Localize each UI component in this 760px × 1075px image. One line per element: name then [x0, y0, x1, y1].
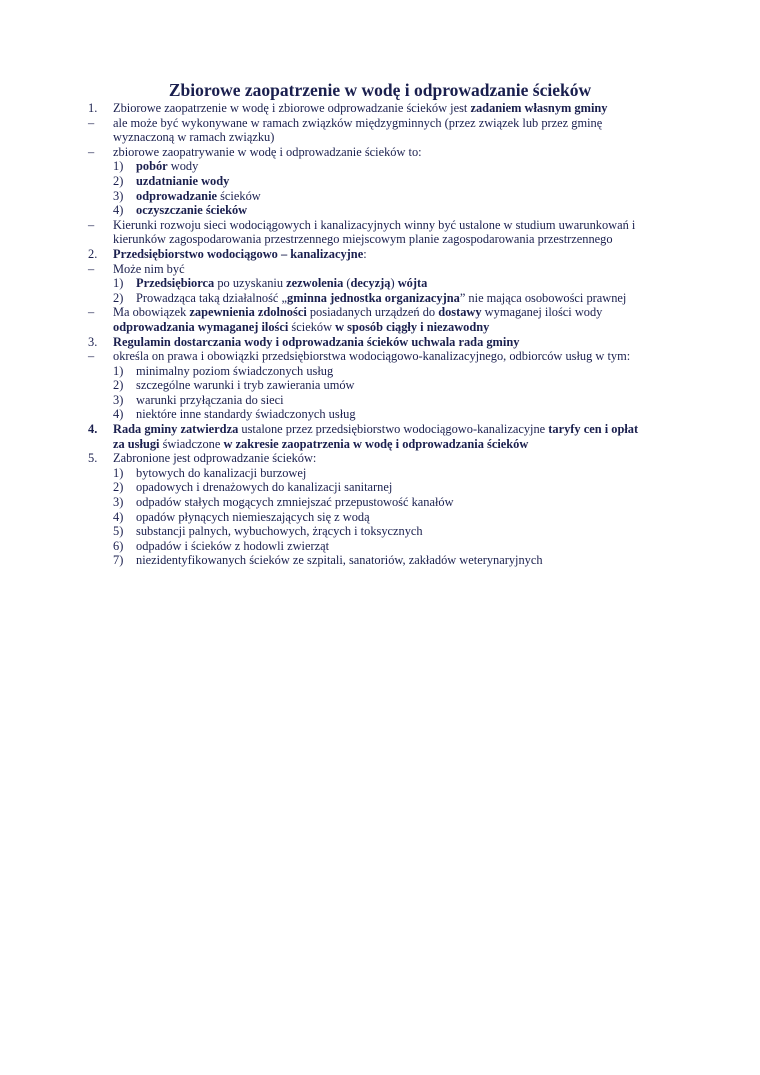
list-marker: 5) [113, 524, 124, 539]
sub-list-item [88, 393, 678, 408]
list-text [136, 466, 306, 480]
sub-list-item [88, 364, 678, 379]
bold-text: gminna jednostka organizacyjna [287, 290, 460, 305]
list-marker: – [88, 115, 95, 130]
list-text [136, 378, 354, 392]
text-run: Ma obowiązek [113, 305, 190, 320]
document-title: Zbiorowe zaopatrzenie w wodę i odprowadzanie ścieków [168, 80, 592, 100]
text-run: wody [167, 159, 199, 174]
text-run: : [363, 246, 367, 261]
list-item [88, 116, 678, 131]
list-marker: 4. [88, 422, 98, 437]
bold-text: oczyszczanie ścieków [136, 203, 248, 218]
list-marker: – [88, 305, 95, 320]
list-marker: – [88, 144, 95, 159]
list-text [113, 218, 635, 232]
list-marker: 5. [88, 451, 98, 466]
text-run: Zabronione jest odprowadzanie ścieków: [113, 451, 317, 466]
text-run: szczególne warunki i tryb zawierania umów [136, 378, 355, 393]
bold-text: taryfy cen i opłat [548, 422, 639, 437]
list-item-continuation [88, 232, 678, 247]
text-run: bytowych do kanalizacji burzowej [136, 465, 307, 480]
list-item [88, 422, 678, 437]
bold-text: Przedsiębiorstwo wodociągowo – kanalizacyjne [113, 246, 364, 261]
bold-text: dostawy [438, 305, 482, 320]
text-run: wymaganej ilości wody [481, 305, 603, 320]
sub-list-item [88, 495, 678, 510]
list-marker: 1) [113, 363, 124, 378]
text-run: określa on prawa i obowiązki przedsiębiorstwa wodociągowo-kanalizacyjnego, odbiorców usług w tym: [113, 349, 631, 364]
list-text [136, 203, 247, 217]
list-marker: 2) [113, 173, 124, 188]
list-text [113, 101, 607, 115]
bold-text: w zakresie zaopatrzenia w wodę i odprowadzania ścieków [223, 436, 529, 451]
list-item [88, 262, 678, 277]
text-run: Kierunki rozwoju sieci wodociągowych i kanalizacyjnych winny być ustalone w studium uwarunkowań i [113, 217, 636, 232]
bold-text: zadaniem własnym gminy [470, 101, 608, 115]
sub-list-item [88, 174, 678, 189]
list-marker: 1) [113, 465, 124, 480]
text-run: ) [390, 276, 398, 291]
list-marker: – [88, 261, 95, 276]
list-marker: 2) [113, 378, 124, 393]
list-text [136, 510, 370, 524]
text-run: odpadów i ścieków z hodowli zwierząt [136, 538, 330, 553]
text-run: niezidentyfikowanych ścieków ze szpitali, sanatoriów, zakładów weterynaryjnych [136, 553, 543, 568]
sub-list-item [88, 466, 678, 481]
list-item [88, 145, 678, 160]
list-text [113, 116, 602, 130]
text-run: ” nie mająca osobowości prawnej [459, 290, 627, 305]
bold-text: zapewnienia zdolności [189, 305, 307, 320]
text-run: ścieków [288, 319, 336, 334]
text-run: świadczone [159, 436, 224, 451]
sub-list-item [88, 378, 678, 393]
text-run: zbiorowe zaopatrywanie w wodę i odprowadzanie ścieków to: [113, 144, 422, 159]
list-text [113, 335, 519, 349]
list-text [136, 364, 333, 378]
document-body [88, 101, 678, 568]
sub-list-item [88, 203, 678, 218]
list-text [136, 407, 356, 421]
text-run: Może nim być [113, 261, 185, 276]
bold-text: wójta [397, 276, 428, 291]
list-marker: 4) [113, 407, 124, 422]
list-marker: 3. [88, 334, 98, 349]
text-run: ( [343, 276, 351, 291]
text-run: opadów płynących niemieszających się z wodą [136, 509, 370, 524]
list-item-continuation [88, 320, 678, 335]
list-item [88, 218, 678, 233]
list-marker: 2) [113, 480, 124, 495]
text-run: niektóre inne standardy świadczonych usług [136, 407, 356, 422]
list-item [88, 335, 678, 350]
list-marker: 3) [113, 188, 124, 203]
bold-text: zezwolenia [286, 276, 344, 291]
list-marker: – [88, 217, 95, 232]
list-text [136, 189, 261, 203]
text-run: Prowadząca taką działalność „ [136, 290, 288, 305]
list-text [113, 422, 638, 436]
list-text [113, 130, 274, 144]
list-item [88, 451, 678, 466]
list-item [88, 101, 678, 116]
text-run: po uzyskaniu [214, 276, 287, 291]
bold-text: Rada gminy zatwierdza [113, 422, 239, 437]
list-marker: 3) [113, 392, 124, 407]
sub-list-item [88, 510, 678, 525]
list-text [136, 159, 198, 173]
text-run: warunki przyłączania do sieci [136, 392, 284, 407]
list-text [136, 276, 427, 290]
list-text [113, 262, 185, 276]
text-run: Zbiorowe zaopatrzenie w wodę i zbiorowe odprowadzanie ścieków jest [113, 101, 471, 115]
list-item [88, 305, 678, 320]
text-run: ale może być wykonywane w ramach związków międzygminnych (przez związek lub przez gminę [113, 115, 603, 130]
list-text [136, 480, 392, 494]
list-item-continuation [88, 437, 678, 452]
list-marker: 1) [113, 159, 124, 174]
list-item [88, 349, 678, 364]
bold-text: pobór [136, 159, 168, 174]
list-text [113, 451, 316, 465]
sub-list-item [88, 539, 678, 554]
list-text [113, 145, 422, 159]
list-text [113, 320, 489, 334]
bold-text: decyzją [350, 276, 391, 291]
sub-list-item [88, 553, 678, 568]
list-text [136, 539, 329, 553]
sub-list-item [88, 480, 678, 495]
list-text [136, 174, 229, 188]
list-marker: 1. [88, 101, 98, 115]
list-text [113, 232, 613, 246]
text-run: ustalone przez przedsiębiorstwo wodociągowo-kanalizacyjne [238, 422, 549, 437]
list-marker: 1) [113, 276, 124, 291]
bold-text: Przedsiębiorca [136, 276, 215, 291]
bold-text: odprowadzanie [136, 188, 218, 203]
text-run: kierunków zagospodarowania przestrzennego miejscowym planie zagospodarowania przestrzennego [113, 232, 613, 247]
list-marker: 4) [113, 509, 124, 524]
text-run: substancji palnych, wybuchowych, żrących i toksycznych [136, 524, 423, 539]
sub-list-item [88, 407, 678, 422]
sub-list-item [88, 291, 678, 306]
list-item [88, 247, 678, 262]
bold-text: za usługi [113, 436, 160, 451]
list-text [113, 247, 367, 261]
sub-list-item [88, 524, 678, 539]
text-run: ścieków [217, 188, 261, 203]
list-text [113, 305, 602, 319]
list-text [136, 524, 423, 538]
bold-text: w sposób ciągły i niezawodny [335, 319, 490, 334]
sub-list-item [88, 189, 678, 204]
text-run: wyznaczoną w ramach związku) [113, 130, 275, 145]
list-marker: – [88, 349, 95, 364]
bold-text: odprowadzania wymaganej ilości [113, 319, 289, 334]
list-text [136, 495, 454, 509]
list-marker: 7) [113, 553, 124, 568]
text-run: odpadów stałych mogących zmniejszać przepustowość kanałów [136, 495, 454, 510]
text-run: opadowych i drenażowych do kanalizacji sanitarnej [136, 480, 393, 495]
list-text [113, 349, 630, 363]
list-marker: 6) [113, 538, 124, 553]
list-text [136, 553, 543, 567]
bold-text: Regulamin dostarczania wody i odprowadzania ścieków uchwala rada gminy [113, 334, 520, 349]
list-item-continuation [88, 130, 678, 145]
bold-text: uzdatnianie wody [136, 173, 230, 188]
list-marker: 2. [88, 246, 98, 261]
list-marker: 3) [113, 495, 124, 510]
list-text [113, 437, 528, 451]
text-run: posiadanych urządzeń do [306, 305, 439, 320]
list-marker: 4) [113, 203, 124, 218]
list-text [136, 291, 626, 305]
sub-list-item [88, 276, 678, 291]
text-run: minimalny poziom świadczonych usług [136, 363, 334, 378]
sub-list-item [88, 159, 678, 174]
list-text [136, 393, 284, 407]
list-marker: 2) [113, 290, 124, 305]
